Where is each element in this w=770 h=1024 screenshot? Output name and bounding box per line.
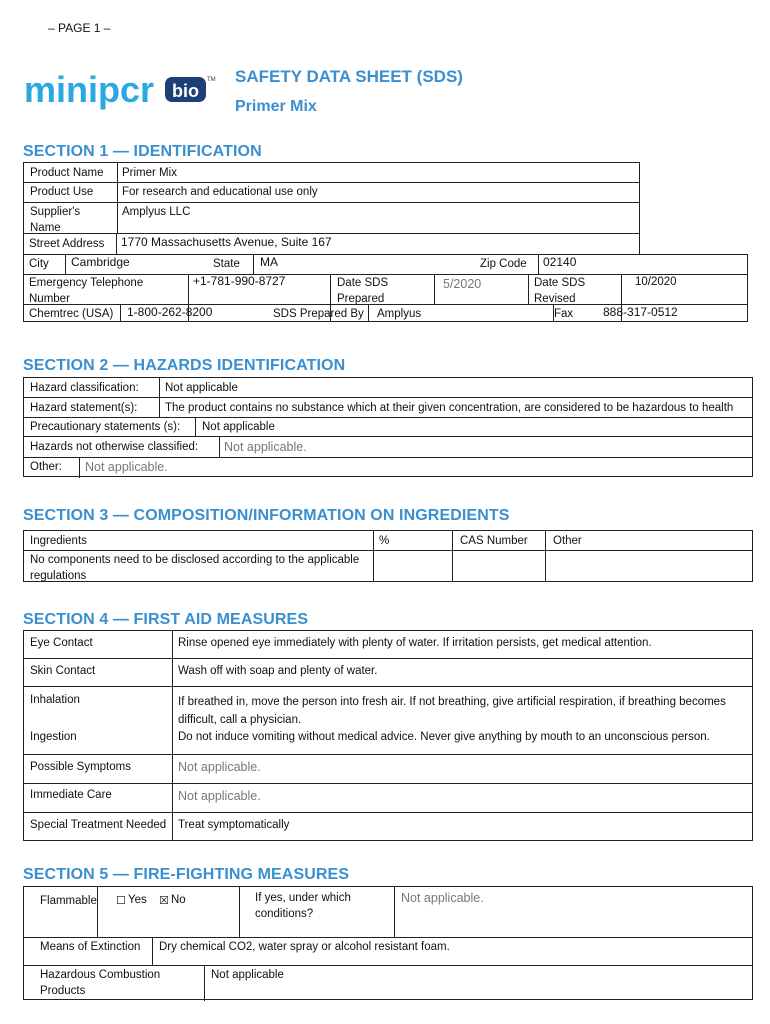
page-label: – PAGE 1 – [48,21,111,35]
inhalation-label: Inhalation [30,694,80,706]
special-treatment-value: Treat symptomatically [178,819,290,831]
revised-label: Date SDS Revised [534,277,586,305]
combustion-products-value: Not applicable [211,969,284,981]
yes-checkbox[interactable]: ☐ [116,894,126,907]
street-label: Street Address [29,238,105,250]
logo-text: minipcr [24,69,155,110]
section1-table-bottom [23,234,748,322]
no-label: No [171,894,186,906]
precautionary-value: Not applicable [202,421,275,433]
col-cas-number: CAS Number [460,535,528,547]
minipcr-logo [24,62,214,112]
chemtrec-label: Chemtrec (USA) [29,308,114,320]
hazards-not-classified-value: Not applicable. [224,440,307,454]
skin-contact-value: Wash off with soap and plenty of water. [178,665,378,677]
eye-contact-value: Rinse opened eye immediately with plenty of water. If irritation persists, get medical attention. [178,637,652,649]
flammable-label: Flammable [40,895,97,907]
hazard-classification-label: Hazard classification: [30,382,139,394]
street-value: 1770 Massachusetts Avenue, Suite 167 [121,235,332,249]
other-value: Not applicable. [85,460,168,474]
section2-table [23,377,753,477]
logo-tm: TM [207,77,216,83]
immediate-care-value: Not applicable. [178,789,261,803]
eye-contact-label: Eye Contact [30,637,93,649]
chemtrec-value: 1-800-262-8200 [127,305,213,319]
prepared-value: 5/2020 [443,277,482,291]
product-name-value: Primer Mix [122,167,177,179]
possible-symptoms-value: Not applicable. [178,760,261,774]
conditions-value: Not applicable. [401,891,484,905]
emergency-label: Emergency Telephone Number [29,277,144,305]
col-ingredients: Ingredients [30,535,87,547]
section4-table [23,630,753,841]
hazard-statements-label: Hazard statement(s): [30,402,138,414]
section3-heading: SECTION 3 — COMPOSITION/INFORMATION ON INGREDIENTS [23,507,510,524]
immediate-care-label: Immediate Care [30,789,112,801]
supplier-value: Amplyus LLC [122,206,191,218]
revised-value: 10/2020 [635,276,677,288]
emergency-value: +1-781-990-8727 [193,274,286,288]
prepared-by-value: Amplyus [377,308,422,320]
fax-value: 888-317-0512 [603,305,678,319]
state-label: State [213,258,240,270]
fax-label: Fax [554,308,574,320]
special-treatment-label: Special Treatment Needed [30,819,167,831]
yes-label: Yes [128,894,147,906]
precautionary-label: Precautionary statements (s): [30,421,181,433]
product-use-value: For research and educational use only [122,186,318,198]
ingestion-label: Ingestion [30,731,77,743]
means-of-extinction-label: Means of Extinction [40,941,141,953]
hazards-not-classified-label: Hazards not otherwise classified: [30,441,199,453]
col-other: Other [553,535,582,547]
state-value: MA [260,255,278,269]
city-value: Cambridge [71,255,130,269]
product-use-label: Product Use [30,186,94,198]
no-checkbox[interactable]: ☒ [159,894,169,907]
conditions-label: If yes, under which conditions? [255,892,351,920]
document-title: SAFETY DATA SHEET (SDS) [235,67,463,86]
ingestion-value: Do not induce vomiting without medical advice. Never give anything by mouth to an unconscious person. [178,731,710,743]
prepared-by-label: SDS Prepared By [273,308,364,320]
product-name-label: Product Name [30,167,104,179]
section3-table [23,530,753,582]
zip-value: 02140 [543,255,577,269]
section5-heading: SECTION 5 — FIRE-FIGHTING MEASURES [23,866,350,883]
city-label: City [29,258,49,270]
skin-contact-label: Skin Contact [30,665,96,677]
inhalation-value: If breathed in, move the person into fresh air. If not breathing, give artificial respiration, if breathing becomes difficult, call a physician. [178,696,726,726]
section4-heading: SECTION 4 — FIRST AID MEASURES [23,611,309,628]
zip-label: Zip Code [480,258,527,270]
possible-symptoms-label: Possible Symptoms [30,761,131,773]
ingredients-row: No components need to be disclosed according to the applicable regulations [30,554,360,582]
other-label: Other: [30,461,62,473]
hazard-statements-value: The product contains no substance which at their given concentration, are considered to be hazardous to health [165,402,734,414]
section5-table [23,886,753,1000]
hazard-classification-value: Not applicable [165,382,238,394]
document-subtitle: Primer Mix [235,98,317,115]
logo-badge: bio [172,81,199,101]
combustion-products-label: Hazardous Combustion Products [40,969,161,997]
section1-heading: SECTION 1 — IDENTIFICATION [23,143,262,160]
col-percent: % [379,535,390,547]
section2-heading: SECTION 2 — HAZARDS IDENTIFICATION [23,357,346,374]
supplier-label: Supplier's Name [30,206,81,234]
means-of-extinction-value: Dry chemical CO2, water spray or alcohol resistant foam. [159,941,450,953]
section1-table-top [23,162,640,234]
prepared-label: Date SDS Prepared [337,277,389,305]
